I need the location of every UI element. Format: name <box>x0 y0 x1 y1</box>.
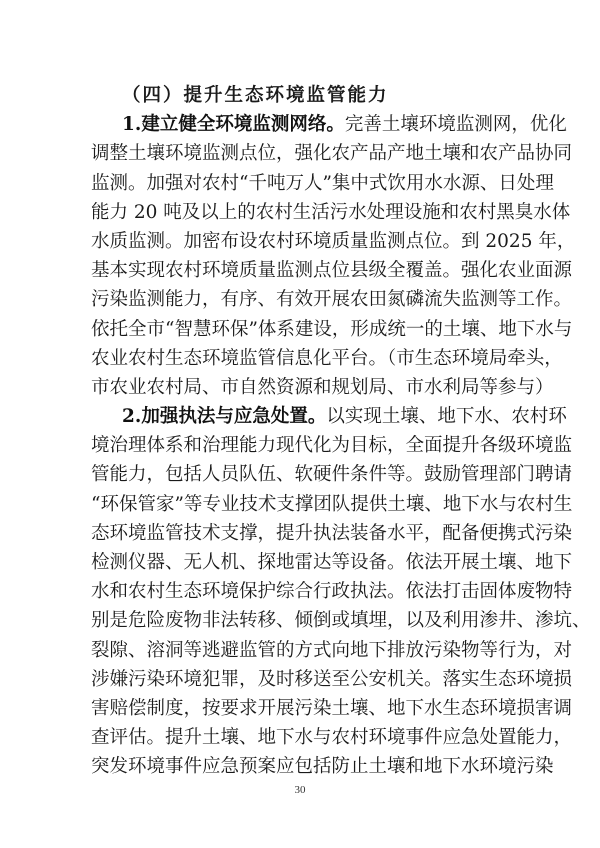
paragraph-line: “环保管家”等专业技术支撑团队提供土壤、地下水与农村生 <box>91 493 573 515</box>
paragraph-line: 水和农村生态环境保护综合行政执法。依法打击固体废物特 <box>91 581 573 603</box>
paragraph-line: 能力 20 吨及以上的农村生活污水处理设施和农村黑臭水体 <box>91 201 571 223</box>
paragraph-line: 检测仪器、无人机、探地雷达等设备。依法开展土壤、地下 <box>91 552 573 573</box>
paragraph-first-line <box>91 110 567 139</box>
paragraph-line: 市农业农村局、市自然资源和规划局、市水利局等参与） <box>91 376 554 398</box>
paragraph-text: 完善土壤环境监测网，优化 <box>344 114 567 136</box>
paragraph-line: 调整土壤环境监测点位，强化农产品产地土壤和农产品协同 <box>91 143 573 165</box>
paragraph-line: 污染监测能力，有序、有效开展农田氮磷流失监测等工作。 <box>91 289 573 311</box>
paragraph-first-line <box>91 402 567 431</box>
paragraph-line: 农业农村生态环境监管信息化平台。（市生态环境局牵头， <box>91 347 563 369</box>
paragraph-line: 查评估。提升土壤、地下水与农村环境事件应急处置能力， <box>91 727 573 749</box>
paragraph-line: 境治理体系和治理能力现代化为目标，全面提升各级环境监 <box>91 435 573 457</box>
paragraph-line: 态环境监管技术支撑，提升执法装备水平，配备便携式污染 <box>91 522 573 544</box>
paragraph-line: 突发环境事件应急预案应包括防止土壤和地下水环境污染 <box>91 756 554 778</box>
document-page <box>91 81 591 782</box>
paragraph-line: 害赔偿制度，按要求开展污染土壤、地下水生态环境损害调 <box>91 697 573 719</box>
paragraph-line: 管能力，包括人员队伍、软硬件条件等。鼓励管理部门聘请 <box>91 464 573 486</box>
paragraph-line: 别是危险废物非法转移、倾倒或填埋，以及利用渗井、渗坑、 <box>91 610 591 632</box>
paragraph-enforcement-emergency <box>91 402 591 781</box>
paragraph-line: 基本实现农村环境质量监测点位县级全覆盖。强化农业面源 <box>91 260 573 282</box>
section-heading: （四）提升生态环境监管能力 <box>122 85 389 106</box>
paragraph-line: 水质监测。加密布设农村环境质量监测点位。到 2025 年， <box>91 230 576 252</box>
paragraph-title: 1.建立健全环境监测网络。 <box>122 114 345 136</box>
paragraph-line: 依托全市“智慧环保”体系建设，形成统一的土壤、地下水与 <box>91 318 573 340</box>
paragraph-line: 裂隙、溶洞等逃避监管的方式向地下排放污染物等行为，对 <box>91 639 573 661</box>
page-number: 30 <box>294 784 306 796</box>
paragraph-line: 监测。加强对农村“千吨万人”集中式饮用水水源、日处理 <box>91 172 554 194</box>
paragraph-text: 以实现土壤、地下水、农村环 <box>326 406 567 428</box>
paragraph-monitoring-network <box>91 110 576 402</box>
paragraph-line: 涉嫌污染环境犯罪，及时移送至公安机关。落实生态环境损 <box>91 668 573 690</box>
paragraph-title: 2.加强执法与应急处置。 <box>122 406 327 428</box>
